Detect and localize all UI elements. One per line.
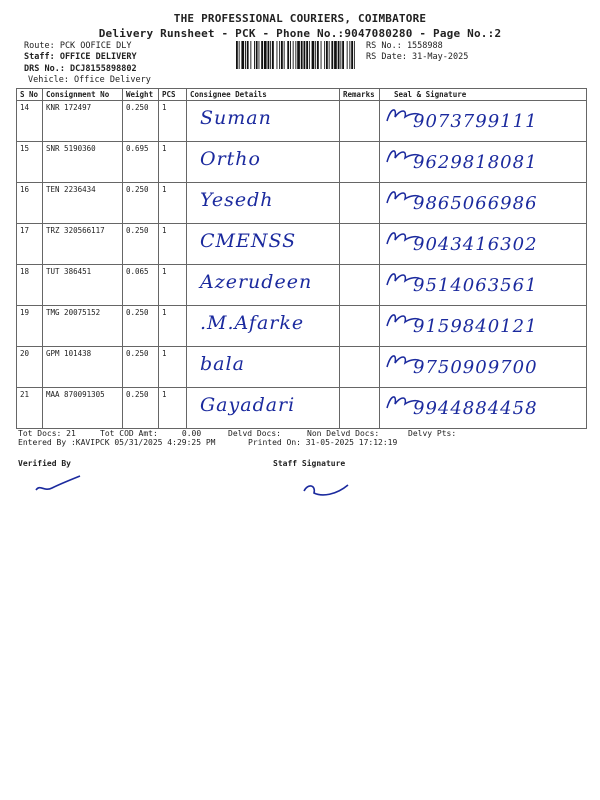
pcs-cell: 1 <box>159 224 187 265</box>
consignee-cell <box>187 224 340 265</box>
signature-wrap <box>383 103 583 137</box>
recipient-phone: 9043416302 <box>413 234 538 255</box>
signature-wrap <box>383 185 583 219</box>
recipient-phone: 9159840121 <box>413 316 538 337</box>
consignment-cell: TEN 2236434 <box>43 183 123 224</box>
non-delvd-docs: Non Delvd Docs: <box>307 429 380 438</box>
remarks-cell <box>340 183 380 224</box>
sno-cell: 15 <box>17 142 43 183</box>
barcode-image <box>236 41 356 69</box>
sno-cell: 18 <box>17 265 43 306</box>
remarks-cell <box>340 101 380 142</box>
seal-signature-cell <box>380 142 587 183</box>
seal-signature-cell <box>380 388 587 429</box>
route-label: Route: PCK OOFICE DLY <box>24 41 132 51</box>
recipient-phone: 9750909700 <box>413 357 538 378</box>
weight-cell: 0.065 <box>123 265 159 306</box>
tot-cod-amt: Tot COD Amt: 0.00 <box>100 429 202 438</box>
table-row <box>17 388 587 429</box>
pcs-cell: 1 <box>159 101 187 142</box>
sno-cell: 16 <box>17 183 43 224</box>
seal-signature-cell <box>380 183 587 224</box>
sno-cell: 20 <box>17 347 43 388</box>
vehicle-label: Vehicle: Office Delivery <box>28 75 151 85</box>
printed-on: Printed On: 31-05-2025 17:12:19 <box>248 438 398 447</box>
sno-cell: 19 <box>17 306 43 347</box>
consignee-handwritten-name: .M.Afarke <box>200 312 305 334</box>
consignee-cell <box>187 142 340 183</box>
signature-wrap <box>383 144 583 178</box>
weight-cell: 0.695 <box>123 142 159 183</box>
weight-cell: 0.250 <box>123 347 159 388</box>
table-row <box>17 142 587 183</box>
signature-wrap <box>383 349 583 383</box>
consignment-cell: SNR 5190360 <box>43 142 123 183</box>
consignment-cell: MAA 870091305 <box>43 388 123 429</box>
weight-cell: 0.250 <box>123 388 159 429</box>
table-row <box>17 306 587 347</box>
seal-signature-cell <box>380 101 587 142</box>
sno-cell: 14 <box>17 101 43 142</box>
table-row <box>17 347 587 388</box>
runsheet-table <box>16 88 587 429</box>
sno-cell: 21 <box>17 388 43 429</box>
consignee-handwritten-name: CMENSS <box>200 230 297 252</box>
remarks-cell <box>340 265 380 306</box>
sno-cell: 17 <box>17 224 43 265</box>
signature-wrap <box>383 226 583 260</box>
consignee-handwritten-name: Suman <box>200 107 272 129</box>
runsheet-subtitle: Delivery Runsheet - PCK - Phone No.:9047080280 - Page No.:2 <box>98 27 502 40</box>
remarks-cell <box>340 142 380 183</box>
pcs-cell: 1 <box>159 265 187 306</box>
col-sno: S No <box>17 89 43 101</box>
delvd-docs: Delvd Docs: <box>228 429 281 438</box>
col-pcs: PCS <box>159 89 187 101</box>
consignee-cell <box>187 265 340 306</box>
rs-date: RS Date: 31-May-2025 <box>366 52 469 62</box>
delvy-pts: Delvy Pts: <box>408 429 457 438</box>
recipient-phone: 9514063561 <box>413 275 538 296</box>
consignment-cell: KNR 172497 <box>43 101 123 142</box>
recipient-phone: 9073799111 <box>413 111 538 132</box>
drs-number: DRS No.: DCJ8155898802 <box>24 64 137 74</box>
seal-signature-cell <box>380 347 587 388</box>
col-signature: Seal & Signature <box>380 89 587 101</box>
weight-cell: 0.250 <box>123 101 159 142</box>
staff-signature <box>300 475 360 503</box>
consignee-handwritten-name: Azerudeen <box>200 271 313 293</box>
consignment-cell: TMG 20075152 <box>43 306 123 347</box>
col-consignment: Consignment No <box>43 89 123 101</box>
signature-wrap <box>383 308 583 342</box>
consignment-cell: TRZ 320566117 <box>43 224 123 265</box>
seal-signature-cell <box>380 306 587 347</box>
signature-wrap <box>383 390 583 424</box>
consignee-handwritten-name: Gayadari <box>200 394 296 416</box>
consignee-cell <box>187 347 340 388</box>
verifier-signature <box>30 470 90 498</box>
recipient-phone: 9865066986 <box>413 193 538 214</box>
consignee-cell <box>187 388 340 429</box>
col-consignee: Consignee Details <box>187 89 340 101</box>
rs-number: RS No.: 1558988 <box>366 41 443 51</box>
consignee-handwritten-name: Ortho <box>200 148 261 170</box>
entered-by: Entered By :KAVIPCK 05/31/2025 4:29:25 PM <box>18 438 216 447</box>
weight-cell: 0.250 <box>123 306 159 347</box>
weight-cell: 0.250 <box>123 224 159 265</box>
consignment-cell: GPM 101438 <box>43 347 123 388</box>
table-header-row <box>17 89 587 101</box>
table-row <box>17 224 587 265</box>
tot-docs: Tot Docs: 21 <box>18 429 76 438</box>
pcs-cell: 1 <box>159 347 187 388</box>
table-row <box>17 101 587 142</box>
pcs-cell: 1 <box>159 306 187 347</box>
table-row <box>17 265 587 306</box>
remarks-cell <box>340 224 380 265</box>
recipient-phone: 9944884458 <box>413 398 538 419</box>
signature-wrap <box>383 267 583 301</box>
consignee-handwritten-name: bala <box>200 353 245 375</box>
consignee-cell <box>187 101 340 142</box>
consignee-cell <box>187 183 340 224</box>
table-row <box>17 183 587 224</box>
staff-signature-label: Staff Signature <box>273 459 346 468</box>
verified-by-label: Verified By <box>18 459 71 468</box>
seal-signature-cell <box>380 224 587 265</box>
staff-label: Staff: OFFICE DELIVERY <box>24 52 137 62</box>
consignee-handwritten-name: Yesedh <box>200 189 274 211</box>
remarks-cell <box>340 388 380 429</box>
consignee-cell <box>187 306 340 347</box>
pcs-cell: 1 <box>159 142 187 183</box>
remarks-cell <box>340 306 380 347</box>
col-remarks: Remarks <box>340 89 380 101</box>
recipient-phone: 9629818081 <box>413 152 538 173</box>
seal-signature-cell <box>380 265 587 306</box>
weight-cell: 0.250 <box>123 183 159 224</box>
company-title: THE PROFESSIONAL COURIERS, COIMBATORE <box>173 12 427 25</box>
consignment-cell: TUT 386451 <box>43 265 123 306</box>
pcs-cell: 1 <box>159 388 187 429</box>
remarks-cell <box>340 347 380 388</box>
pcs-cell: 1 <box>159 183 187 224</box>
col-weight: Weight <box>123 89 159 101</box>
